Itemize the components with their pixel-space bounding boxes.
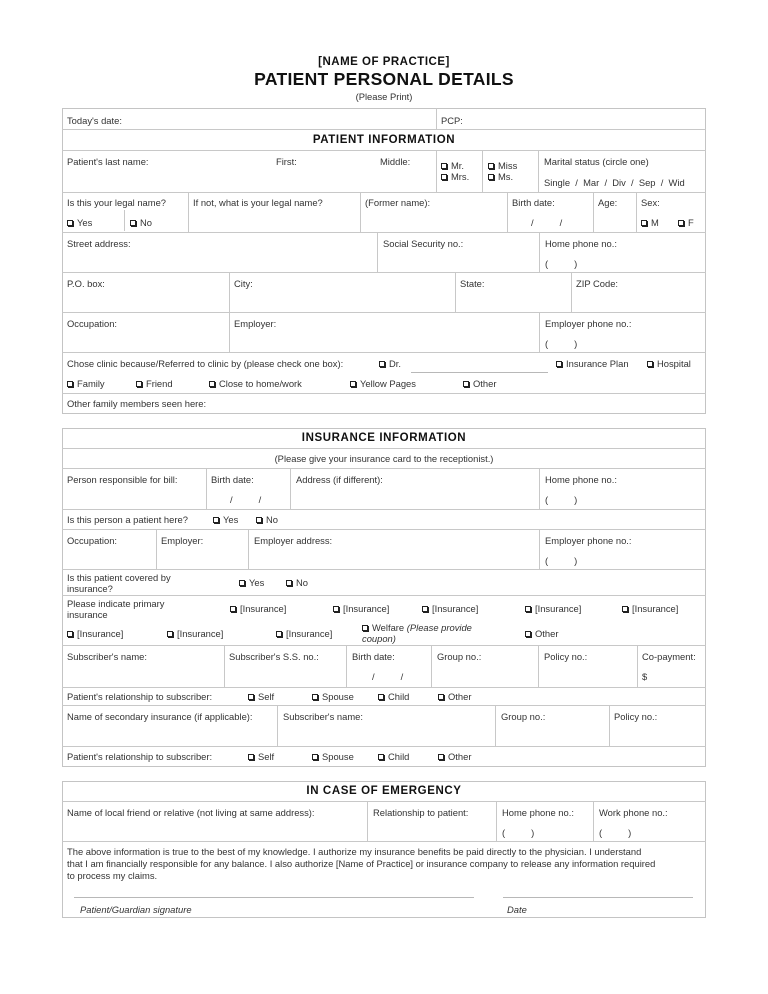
group-no-label: Group no.: xyxy=(437,651,482,662)
subscriber-birth-date-label: Birth date: xyxy=(352,651,395,662)
checkbox-icon xyxy=(312,694,318,700)
group-no-field[interactable] xyxy=(436,663,536,683)
checkbox-icon xyxy=(378,754,384,760)
marital-status-options[interactable]: Single / Mar / Div / Sep / Wid xyxy=(544,177,685,188)
ssn-field[interactable] xyxy=(382,250,532,270)
checkbox-icon xyxy=(647,361,653,367)
state-label: State: xyxy=(460,278,485,289)
checkbox-icon xyxy=(256,517,262,523)
primary-insurance-label-line2: insurance xyxy=(67,609,108,620)
referral-yellow-pages-option[interactable]: Yellow Pages xyxy=(350,378,416,389)
ins-employer-address-field[interactable] xyxy=(253,547,535,567)
insurance-option-5[interactable]: [Insurance] xyxy=(622,603,678,614)
subscriber-birth-date-field[interactable]: / / xyxy=(372,671,404,682)
emergency-work-phone-field[interactable]: ( ) xyxy=(599,827,632,838)
responsible-home-phone-field[interactable]: ( ) xyxy=(545,494,578,505)
subscriber-ssn-field[interactable] xyxy=(228,663,343,683)
checkbox-icon xyxy=(422,606,428,612)
checkbox-icon xyxy=(379,361,385,367)
checkbox-icon xyxy=(67,381,73,387)
title-ms-option[interactable]: Ms. xyxy=(488,171,513,182)
checkbox-icon xyxy=(488,174,494,180)
secondary-policy-no-label: Policy no.: xyxy=(614,711,658,722)
city-field[interactable] xyxy=(233,290,451,310)
secondary-subscriber-name-label: Subscriber's name: xyxy=(283,711,363,722)
ins-employer-phone-field[interactable]: ( ) xyxy=(545,555,578,566)
checkbox-icon xyxy=(441,174,447,180)
checkbox-icon xyxy=(378,694,384,700)
birth-date-label: Birth date: xyxy=(512,197,555,208)
occupation-label: Occupation: xyxy=(67,318,118,329)
copayment-label: Co-payment: xyxy=(642,651,696,662)
checkbox-icon xyxy=(641,220,647,226)
insurance-welfare-note: coupon) xyxy=(362,633,396,644)
former-name-label: (Former name): xyxy=(365,197,431,208)
insurance-card-note: (Please give your insurance card to the receptionist.) xyxy=(274,453,494,464)
employer-phone-label: Employer phone no.: xyxy=(545,318,632,329)
legal-name-question: Is this your legal name? xyxy=(67,197,167,208)
sex-label: Sex: xyxy=(641,197,660,208)
insurance-option-6[interactable]: [Insurance] xyxy=(67,628,123,639)
pcp-field[interactable] xyxy=(470,110,700,128)
responsible-birth-date-field[interactable]: / / xyxy=(230,494,262,505)
emergency-home-phone-label: Home phone no.: xyxy=(502,807,574,818)
ssn-label: Social Security no.: xyxy=(383,238,464,249)
ins-occupation-field[interactable] xyxy=(66,547,152,567)
referral-dr-option[interactable]: Dr. xyxy=(379,358,401,369)
checkbox-icon xyxy=(488,163,494,169)
todays-date-label: Today's date: xyxy=(67,115,122,126)
referral-other-option[interactable]: Other xyxy=(463,378,496,389)
covered-question-line1: Is this patient covered by xyxy=(67,572,171,583)
covered-question-line2: insurance? xyxy=(67,583,113,594)
checkbox-icon xyxy=(286,580,292,586)
checkbox-icon xyxy=(67,220,73,226)
checkbox-icon xyxy=(230,606,236,612)
ins-employer-address-label: Employer address: xyxy=(254,535,333,546)
emergency-relationship-label: Relationship to patient: xyxy=(373,807,469,818)
date-label: Date xyxy=(507,904,527,915)
signature-line[interactable] xyxy=(74,897,474,898)
checkbox-icon xyxy=(276,631,282,637)
title-mr-option[interactable]: Mr. xyxy=(441,160,464,171)
relationship-spouse-option-secondary[interactable]: Spouse xyxy=(312,751,354,762)
responsible-party-field[interactable] xyxy=(66,486,204,506)
policy-no-label: Policy no.: xyxy=(544,651,588,662)
authorization-text-line1: The above information is true to the best of my knowledge. I authorize my insurance benefits be paid directly to the physician. I understand xyxy=(67,846,642,857)
employer-phone-field[interactable]: ( ) xyxy=(545,338,578,349)
secondary-insurance-field[interactable] xyxy=(66,723,274,743)
relationship-child-option-primary[interactable]: Child xyxy=(378,691,409,702)
page-subtitle: (Please Print) xyxy=(355,91,413,102)
zip-field[interactable] xyxy=(575,290,703,310)
signature-label: Patient/Guardian signature xyxy=(80,904,192,915)
city-label: City: xyxy=(234,278,253,289)
street-address-label: Street address: xyxy=(67,238,131,249)
checkbox-icon xyxy=(130,220,136,226)
emergency-relationship-field[interactable] xyxy=(372,819,492,839)
checkbox-icon xyxy=(556,361,562,367)
insurance-option-4[interactable]: [Insurance] xyxy=(525,603,581,614)
insurance-option-1[interactable]: [Insurance] xyxy=(230,603,286,614)
middle-name-label: Middle: xyxy=(380,156,411,167)
sex-m-option[interactable]: M xyxy=(641,217,659,228)
checkbox-icon xyxy=(213,517,219,523)
authorization-text-line2: that I am financially responsible for any balance. I also authorize [Name of Practice] or insurance company to release any information required xyxy=(67,858,656,869)
sex-f-option[interactable]: F xyxy=(678,217,694,228)
secondary-insurance-label: Name of secondary insurance (if applicable): xyxy=(67,711,253,722)
checkbox-icon xyxy=(167,631,173,637)
insurance-other-option[interactable]: Other xyxy=(525,628,558,639)
employer-label: Employer: xyxy=(234,318,277,329)
checkbox-icon xyxy=(239,580,245,586)
subscriber-name-label: Subscriber's name: xyxy=(67,651,147,662)
relationship-other-option-primary[interactable]: Other xyxy=(438,691,471,702)
insurance-option-7[interactable]: [Insurance] xyxy=(167,628,223,639)
is-patient-no-option[interactable]: No xyxy=(256,514,278,525)
secondary-policy-no-field[interactable] xyxy=(613,723,703,743)
home-phone-field[interactable]: ( ) xyxy=(545,258,578,269)
relationship-label-primary: Patient's relationship to subscriber: xyxy=(67,691,213,702)
legal-name-no-option[interactable]: No xyxy=(130,217,152,228)
relationship-other-option-secondary[interactable]: Other xyxy=(438,751,471,762)
responsible-party-label: Person responsible for bill: xyxy=(67,474,178,485)
po-box-field[interactable] xyxy=(66,290,226,310)
po-box-label: P.O. box: xyxy=(67,278,105,289)
policy-no-field[interactable] xyxy=(543,663,633,683)
checkbox-icon xyxy=(350,381,356,387)
insurance-option-8[interactable]: [Insurance] xyxy=(276,628,332,639)
covered-no-option[interactable]: No xyxy=(286,577,308,588)
checkbox-icon xyxy=(525,631,531,637)
referral-dr-name-line[interactable] xyxy=(411,372,548,373)
title-miss-option[interactable]: Miss xyxy=(488,160,517,171)
covered-yes-option[interactable]: Yes xyxy=(239,577,264,588)
last-name-field[interactable] xyxy=(66,168,266,188)
emergency-work-phone-label: Work phone no.: xyxy=(599,807,668,818)
checkbox-icon xyxy=(248,754,254,760)
checkbox-icon xyxy=(312,754,318,760)
legal-name-field[interactable] xyxy=(192,210,357,230)
referral-family-option[interactable]: Family xyxy=(67,378,105,389)
ins-employer-phone-label: Employer phone no.: xyxy=(545,535,632,546)
relationship-self-option-secondary[interactable]: Self xyxy=(248,751,274,762)
ins-employer-label: Employer: xyxy=(161,535,204,546)
responsible-birth-date-label: Birth date: xyxy=(211,474,254,485)
referral-hospital-option[interactable]: Hospital xyxy=(647,358,691,369)
secondary-group-no-field[interactable] xyxy=(500,723,605,743)
pcp-label: PCP: xyxy=(441,115,463,126)
responsible-address-label: Address (if different): xyxy=(296,474,383,485)
relationship-spouse-option-primary[interactable]: Spouse xyxy=(312,691,354,702)
checkbox-icon xyxy=(333,606,339,612)
section-title-emergency: IN CASE OF EMERGENCY xyxy=(306,785,462,797)
relationship-label-secondary: Patient's relationship to subscriber: xyxy=(67,751,213,762)
page-title: PATIENT PERSONAL DETAILS xyxy=(254,69,514,89)
copayment-field[interactable]: $ xyxy=(642,671,648,682)
authorization-text-line3: to process my claims. xyxy=(67,870,158,881)
checkbox-icon xyxy=(362,625,368,631)
first-name-field[interactable] xyxy=(275,168,375,188)
emergency-home-phone-field[interactable]: ( ) xyxy=(502,827,535,838)
todays-date-field[interactable] xyxy=(130,110,430,128)
birth-date-field[interactable]: / / xyxy=(531,217,563,228)
checkbox-icon xyxy=(209,381,215,387)
referral-insurance-plan-option[interactable]: Insurance Plan xyxy=(556,358,629,369)
checkbox-icon xyxy=(525,606,531,612)
legal-name-if-not-label: If not, what is your legal name? xyxy=(193,197,323,208)
emergency-contact-field[interactable] xyxy=(66,819,361,839)
former-name-field[interactable] xyxy=(364,210,504,230)
age-field[interactable] xyxy=(597,210,633,230)
state-field[interactable] xyxy=(459,290,567,310)
is-patient-yes-option[interactable]: Yes xyxy=(213,514,238,525)
responsible-address-field[interactable] xyxy=(295,486,535,506)
zip-label: ZIP Code: xyxy=(576,278,619,289)
other-family-label: Other family members seen here: xyxy=(67,398,207,409)
other-family-field[interactable] xyxy=(220,395,700,412)
age-label: Age: xyxy=(598,197,618,208)
ins-employer-field[interactable] xyxy=(160,547,244,567)
chose-clinic-label: Chose clinic because/Referred to clinic by (please check one box): xyxy=(67,358,344,369)
subscriber-name-field[interactable] xyxy=(66,663,221,683)
insurance-welfare-option[interactable]: Welfare (Please provide xyxy=(362,622,472,633)
secondary-group-no-label: Group no.: xyxy=(501,711,546,722)
first-name-label: First: xyxy=(276,156,297,167)
subscriber-ssn-label: Subscriber's S.S. no.: xyxy=(229,651,319,662)
date-line[interactable] xyxy=(503,897,693,898)
insurance-option-3[interactable]: [Insurance] xyxy=(422,603,478,614)
secondary-subscriber-name-field[interactable] xyxy=(282,723,492,743)
responsible-home-phone-label: Home phone no.: xyxy=(545,474,617,485)
checkbox-icon xyxy=(67,631,73,637)
checkbox-icon xyxy=(463,381,469,387)
employer-field[interactable] xyxy=(233,330,533,350)
referral-close-to-home-option[interactable]: Close to home/work xyxy=(209,378,302,389)
primary-insurance-label-line1: Please indicate primary xyxy=(67,598,165,609)
is-patient-here-question: Is this person a patient here? xyxy=(67,514,188,525)
emergency-contact-label: Name of local friend or relative (not living at same address): xyxy=(67,807,315,818)
street-address-field[interactable] xyxy=(66,250,371,270)
middle-name-field[interactable] xyxy=(380,168,432,188)
checkbox-icon xyxy=(678,220,684,226)
checkbox-icon xyxy=(622,606,628,612)
occupation-field[interactable] xyxy=(66,330,226,350)
practice-name: [NAME OF PRACTICE] xyxy=(318,56,450,68)
relationship-self-option-primary[interactable]: Self xyxy=(248,691,274,702)
checkbox-icon xyxy=(441,163,447,169)
checkbox-icon xyxy=(136,381,142,387)
marital-status-label: Marital status (circle one) xyxy=(544,156,649,167)
legal-name-yes-option[interactable]: Yes xyxy=(67,217,92,228)
section-title-patient: PATIENT INFORMATION xyxy=(312,134,456,146)
checkbox-icon xyxy=(248,694,254,700)
insurance-option-2[interactable]: [Insurance] xyxy=(333,603,389,614)
ins-occupation-label: Occupation: xyxy=(67,535,118,546)
referral-friend-option[interactable]: Friend xyxy=(136,378,173,389)
section-title-insurance: INSURANCE INFORMATION xyxy=(301,432,467,444)
checkbox-icon xyxy=(438,694,444,700)
home-phone-label: Home phone no.: xyxy=(545,238,617,249)
checkbox-icon xyxy=(438,754,444,760)
relationship-child-option-secondary[interactable]: Child xyxy=(378,751,409,762)
last-name-label: Patient's last name: xyxy=(67,156,149,167)
title-mrs-option[interactable]: Mrs. xyxy=(441,171,469,182)
